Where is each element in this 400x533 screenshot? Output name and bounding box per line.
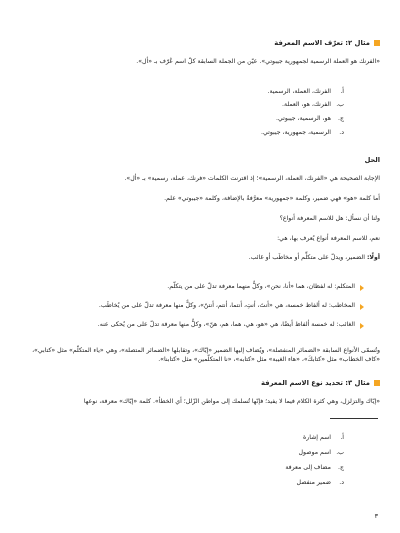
solution-paragraph-4: نعم، للاسم المعرفة أنواع يُعرف بها، هي: — [277, 235, 380, 242]
first-type-line: أولًا: الضمير، ويدلّ على متكلِّم أو مخاطَب أو غائب. — [248, 254, 380, 261]
example-2-title: مثال ٢: تعرّف الاسم المعرفة — [20, 38, 380, 48]
example-2-option-d[interactable]: د. الرسمية، جمهورية، جيبوتي. — [261, 129, 344, 136]
example-3-option-b[interactable]: ب. اسم موصول — [298, 449, 344, 456]
example-3-option-c[interactable]: ج. مضاف إلى معرفة — [285, 464, 344, 471]
bullet-addressee: المخاطب: له ألفاظ خمسة، هي «أنتَ، أنتِ، أنتما، أنتم، أنتنّ»، وكلٌّ منها معرفة تدلّ على من يُخاطَب. — [20, 302, 364, 310]
example-3-option-d[interactable]: د. ضمير منفصل — [296, 479, 344, 486]
solution-paragraph-1: الإجابة الصحيحة هي «الفرنك، العملة، الرسمية»؛ إذ اقترنت الكلمات «فرنك، عملة، رسمية» بـ «أل». — [124, 175, 380, 182]
solution-paragraph-2: أما كلمة «هو» فهي ضمير، وكلمة «جمهورية» معرَّفةٌ بالإضافة، وكلمة «جيبوتي» علم. — [164, 195, 380, 202]
example-2-option-c[interactable]: ج. هو، الرسمية، جيبوتي. — [276, 115, 344, 122]
example-3-question: «إيّاك والتزلزل، وهي كثرة الكلام فيما لا يفيد؛ فإنّها تُسلمك إلى مواطن الزّلل؛ أي الخطأ». كلمة «إيّاك» معرفة، نوعها — [83, 398, 380, 405]
example-3-option-a[interactable]: أ. اسم إشارة — [302, 434, 344, 441]
solution-heading: الحل — [364, 156, 380, 164]
orange-square-icon — [374, 40, 380, 46]
page-number: ٣ — [374, 512, 378, 520]
bullet-speaker: المتكلم: له لفظان، هما «أنا، نحن»، وكلٌّ منهما معرفة تدلّ على من يتكلّم. — [20, 283, 364, 291]
example-2-option-b[interactable]: ب. الفرنك، هو، العملة. — [282, 101, 344, 108]
solution-paragraph-5: وتُسمّى الأنواع السابقة «الضمائر المنفصلة»، ويُضاف إليها الضمير «إيّاك»، وتقابلها «الضمائر المتصلة»، وهي «ياء المتكلّم» مثل «كتابي»، «كاف الخطاب» مثل «كتابكَ»، «هاء الغيبة» مثل «كتابه»، «نا المتكلّمين» مثل «كتابنا». — [32, 347, 380, 364]
solution-paragraph-3: ولنا أن نسأل: هل للاسم المعرفة أنواع؟ — [279, 215, 380, 222]
example-2-question: «الفرنك هو العملة الرسمية لجمهورية جيبوتي». عيّن من الجملة السابقة كلّ اسم عُرّف بـ «أل». — [136, 58, 380, 65]
orange-triangle-icon — [360, 323, 364, 329]
orange-triangle-icon — [360, 285, 364, 291]
answer-blank-line — [330, 418, 378, 419]
bullet-absent: الغائب: له خمسة ألفاظ أيضًا، هي «هو، هي، هما، هم، هنّ»، وكلٌّ منها معرفة تدلّ على من يُحكى عنه. — [20, 321, 364, 329]
example-3-title: مثال ٣: تحديد نوع الاسم المعرفة — [20, 378, 380, 388]
example-2-option-a[interactable]: أ. الفرنك، العملة، الرسمية. — [267, 88, 344, 95]
orange-square-icon — [374, 380, 380, 386]
orange-triangle-icon — [360, 304, 364, 310]
